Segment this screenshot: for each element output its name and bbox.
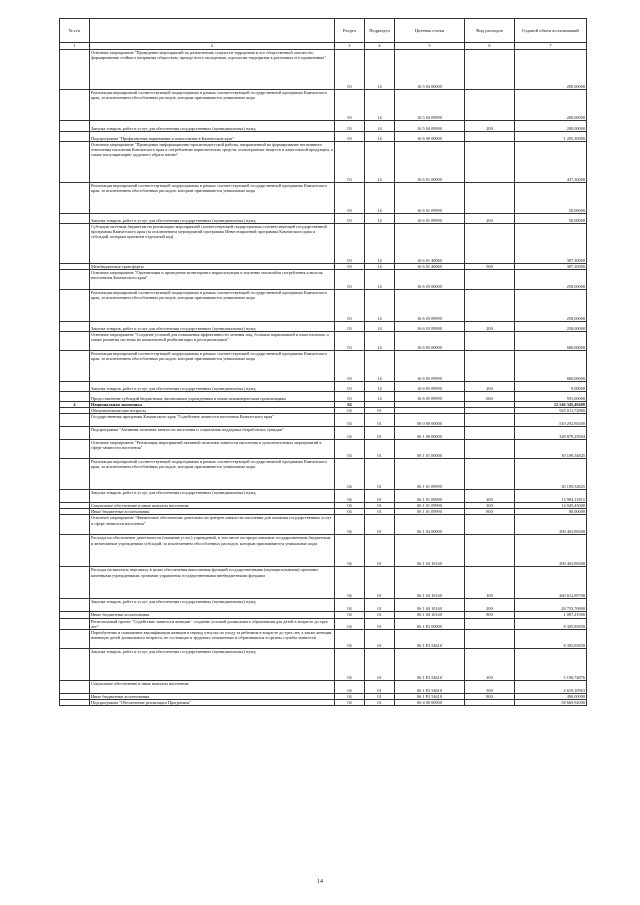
- row-expense-type: [465, 90, 515, 121]
- row-amount: 925 011,72860: [515, 408, 587, 414]
- row-podrazdel: 01: [365, 699, 395, 705]
- row-razdel: 04: [335, 648, 365, 680]
- row-podrazdel: 14: [365, 132, 395, 142]
- table-row: [60, 142, 587, 183]
- row-amount: 58 669,92000: [515, 699, 587, 705]
- row-number: [60, 214, 90, 224]
- row-article: 06 1 04 10140: [395, 567, 465, 599]
- row-amount: 258,00000: [515, 270, 587, 290]
- row-article: 16 6 01 09990: [395, 214, 465, 224]
- table-row: [60, 214, 587, 224]
- row-razdel: 04: [335, 629, 365, 648]
- row-razdel: 04: [335, 618, 365, 629]
- table-row: [60, 414, 587, 427]
- row-amount: 30 109,54825: [515, 459, 587, 490]
- col-header-expense-type: Вид расходов: [465, 19, 515, 43]
- row-number: [60, 50, 90, 90]
- row-expense-type: [465, 414, 515, 427]
- row-article: 16 6 05 09990: [395, 351, 465, 382]
- row-article: 16 6 01 09990: [395, 183, 465, 214]
- row-article: 06 1 P2 54610: [395, 693, 465, 699]
- row-podrazdel: 14: [365, 392, 395, 402]
- row-name: Межбюджетные трансферты: [90, 264, 335, 270]
- row-podrazdel: 01: [365, 440, 395, 459]
- row-razdel: 04: [335, 427, 365, 440]
- row-expense-type: [465, 290, 515, 322]
- row-article: 06 1 P2 54610: [395, 648, 465, 680]
- row-razdel: 03: [335, 264, 365, 270]
- table-row: [60, 392, 587, 402]
- table-row: [60, 270, 587, 290]
- row-razdel: 03: [335, 270, 365, 290]
- row-amount: 290 463,88400: [515, 515, 587, 535]
- row-name: Субсидии местным бюджетам на реализацию мероприятий соответствующей подпрограммы соответствующей государственной программы Камчатского края (за исключением мероприятий программы Инвестиционной программы Камчатского края и субсидий, которым присвоен отдельный код): [90, 224, 335, 264]
- table-row: [60, 535, 587, 567]
- row-podrazdel: 14: [365, 214, 395, 224]
- row-name: Социальное обеспечение и иные выплаты населению: [90, 680, 335, 693]
- table-row: [60, 351, 587, 382]
- col-header-number: № п/п: [60, 19, 90, 43]
- row-razdel: 03: [335, 332, 365, 351]
- row-amount: 200,00000: [515, 121, 587, 132]
- table-row: [60, 132, 587, 142]
- row-expense-type: [465, 629, 515, 648]
- col-header-volume: Годовой объем ассигнований: [515, 19, 587, 43]
- row-razdel: 04: [335, 402, 365, 408]
- row-name: Реализация мероприятий соответствующей подпрограммы в рамках соответствующей государственной программы Камчатского края, за исключением обособленных расходов, которым присваиваются уникальные коды: [90, 459, 335, 490]
- row-name: Закупка товаров, работ и услуг для обеспечения государственных (муниципальных) нужд: [90, 648, 335, 680]
- row-number: 4: [60, 402, 90, 408]
- row-podrazdel: 01: [365, 408, 395, 414]
- row-razdel: 03: [335, 121, 365, 132]
- row-podrazdel: 01: [365, 414, 395, 427]
- row-razdel: 03: [335, 214, 365, 224]
- row-podrazdel: 14: [365, 224, 395, 264]
- row-number: [60, 459, 90, 490]
- row-amount: 15 984,11815: [515, 490, 587, 503]
- row-razdel: 04: [335, 680, 365, 693]
- row-amount: 8 305,85839: [515, 618, 587, 629]
- table-row: [60, 490, 587, 503]
- row-amount: 14 045,43000: [515, 503, 587, 509]
- row-number: [60, 680, 90, 693]
- row-article: 16 6 00 00000: [395, 132, 465, 142]
- row-podrazdel: 01: [365, 618, 395, 629]
- row-name: Основное мероприятие "Финансовое обеспечение деятельности центров занятости населения для оказания государственных услуг в сфере занятости населения": [90, 515, 335, 535]
- row-amount: 258,00000: [515, 290, 587, 322]
- row-expense-type: [465, 142, 515, 183]
- row-expense-type: 200: [465, 322, 515, 332]
- col-number: 5: [395, 43, 465, 50]
- row-article: 06 1 01 09990: [395, 509, 465, 515]
- row-podrazdel: 01: [365, 648, 395, 680]
- row-expense-type: 200: [465, 648, 515, 680]
- row-number: [60, 599, 90, 612]
- row-number: [60, 535, 90, 567]
- row-name: Закупка товаров, работ и услуг для обеспечения государственных (муниципальных) нужд: [90, 599, 335, 612]
- row-podrazdel: 01: [365, 599, 395, 612]
- row-amount: 387,30000: [515, 264, 587, 270]
- row-expense-type: [465, 50, 515, 90]
- row-podrazdel: 01: [365, 503, 395, 509]
- row-article: 06 1 04 10140: [395, 535, 465, 567]
- row-podrazdel: 01: [365, 680, 395, 693]
- row-number: [60, 629, 90, 648]
- row-razdel: 03: [335, 183, 365, 214]
- row-podrazdel: 14: [365, 183, 395, 214]
- row-razdel: 04: [335, 535, 365, 567]
- row-name: Подпрограмма "Профилактика наркомании и алкоголизма в Камчатском крае": [90, 132, 335, 142]
- row-number: [60, 322, 90, 332]
- row-razdel: 03: [335, 351, 365, 382]
- table-row: [60, 440, 587, 459]
- col-header-name: [90, 19, 335, 43]
- row-name: Расходы на обеспечение деятельности (оказание услуг) учреждений, в том числе на предоставление государственным бюджетным и автономным учреждениям субсидий, за исключением обособленных расходов, которым присваиваются уникальные коды: [90, 535, 335, 567]
- row-number: [60, 392, 90, 402]
- row-podrazdel: 14: [365, 351, 395, 382]
- row-amount: 28 753,76800: [515, 599, 587, 612]
- row-number: [60, 699, 90, 705]
- table-row: [60, 618, 587, 629]
- row-name: Основное мероприятие "Проведение информационно-пропагандистской работы, направленной на формирование негативного отношения населения Камчатского края к потреблению наркотических средств, психотропных веществ и алкогольной продукции, а также популяризацию здорового образа жизни": [90, 142, 335, 183]
- row-article: 06 4 00 00000: [395, 699, 465, 705]
- row-article: 16 6 01 40060: [395, 264, 465, 270]
- row-number: [60, 427, 90, 440]
- page-number: 14: [317, 879, 323, 885]
- row-expense-type: 800: [465, 509, 515, 515]
- row-razdel: 04: [335, 414, 365, 427]
- row-podrazdel: 14: [365, 264, 395, 270]
- row-number: [60, 414, 90, 427]
- row-expense-type: [465, 515, 515, 535]
- row-amount: 1 097,21900: [515, 612, 587, 618]
- row-razdel: 03: [335, 142, 365, 183]
- row-amount: 591,00000: [515, 392, 587, 402]
- row-podrazdel: 01: [365, 693, 395, 699]
- row-name: Предоставление субсидий бюджетным, автономным учреждениям и иным некоммерческим организациям: [90, 392, 335, 402]
- row-amount: 80,00000: [515, 509, 587, 515]
- row-razdel: 03: [335, 224, 365, 264]
- row-podrazdel: 14: [365, 322, 395, 332]
- row-razdel: 04: [335, 490, 365, 503]
- row-razdel: 04: [335, 599, 365, 612]
- row-article: 16 6 05 09990: [395, 392, 465, 402]
- row-name: Иные бюджетные ассигнования: [90, 693, 335, 699]
- row-podrazdel: 14: [365, 90, 395, 121]
- row-razdel: 04: [335, 509, 365, 515]
- row-podrazdel: 01: [365, 427, 395, 440]
- row-expense-type: [465, 618, 515, 629]
- row-amount: 387,30000: [515, 224, 587, 264]
- table-row: [60, 382, 587, 392]
- row-article: 06 1 P2 54610: [395, 680, 465, 693]
- row-razdel: 04: [335, 612, 365, 618]
- row-expense-type: [465, 427, 515, 440]
- row-name: Переобучение и повышение квалификации женщин в период отпуска по уходу за ребенком в возрасте до трех лет, а также женщин, имеющих детей дошкольного возраста, не состоящих в трудовых отношениях и обратившихся в органы службы занятости: [90, 629, 335, 648]
- table-row: [60, 50, 587, 90]
- col-number: 2: [90, 43, 335, 50]
- row-podrazdel: 01: [365, 629, 395, 648]
- row-name: Закупка товаров, работ и услуг для обеспечения государственных (муниципальных) нужд: [90, 322, 335, 332]
- row-amount: 50,00000: [515, 214, 587, 224]
- row-expense-type: [465, 332, 515, 351]
- row-expense-type: 600: [465, 392, 515, 402]
- table-row: [60, 459, 587, 490]
- row-amount: 8 305,85839: [515, 629, 587, 648]
- row-name: Закупка товаров, работ и услуг для обеспечения государственных (муниципальных) нужд: [90, 214, 335, 224]
- row-number: [60, 90, 90, 121]
- row-article: 06 1 P2 54610: [395, 629, 465, 648]
- row-name: Реализация мероприятий соответствующей подпрограммы в рамках соответствующей государственной программы Камчатского края, за исключением обособленных расходов, которым присваиваются уникальные коды: [90, 90, 335, 121]
- row-amount: 30 109,54825: [515, 440, 587, 459]
- row-name: Региональный проект "Содействие занятости женщин - создание условий дошкольного образования для детей в возрасте до трех лет": [90, 618, 335, 629]
- row-number: [60, 490, 90, 503]
- row-name: Реализация мероприятий соответствующей подпрограммы в рамках соответствующей государственной программы Камчатского края, за исключением обособленных расходов, которым присваиваются уникальные коды: [90, 351, 335, 382]
- row-name: Общеэкономические вопросы: [90, 408, 335, 414]
- row-amount: 328 879,25004: [515, 427, 587, 440]
- table-row: [60, 332, 587, 351]
- table-row: [60, 699, 587, 705]
- row-article: 06 1 04 10140: [395, 612, 465, 618]
- row-razdel: 03: [335, 50, 365, 90]
- row-name: Основное мероприятие "Реализация мероприятий активной политики занятости населения и дополнительных мероприятий в сфере занятости населения": [90, 440, 335, 459]
- table-row: [60, 290, 587, 322]
- row-article: 06 1 01 09990: [395, 459, 465, 490]
- col-number: 3: [335, 43, 365, 50]
- row-name: Основное мероприятие "Проведение мероприятий по разъяснению сущности терроризма и его общественной опасности, формированию стойкого неприятия обществом, прежде всего молодежью, идеологии терроризма в различных его проявлениях": [90, 50, 335, 90]
- row-amount: 258,00000: [515, 322, 587, 332]
- row-amount: 12 546 345,49488: [515, 402, 587, 408]
- row-name: Социальное обеспечение и иные выплаты населению: [90, 503, 335, 509]
- row-name: Иные бюджетные ассигнования: [90, 509, 335, 515]
- table-row: [60, 648, 587, 680]
- row-amount: 510 292,94300: [515, 414, 587, 427]
- row-expense-type: 800: [465, 612, 515, 618]
- row-article: 06 1 P2 00000: [395, 618, 465, 629]
- col-number: 7: [515, 43, 587, 50]
- row-expense-type: [465, 183, 515, 214]
- row-razdel: 04: [335, 515, 365, 535]
- col-number: 6: [465, 43, 515, 50]
- row-number: [60, 515, 90, 535]
- row-podrazdel: 14: [365, 290, 395, 322]
- row-article: 16 5 04 00000: [395, 50, 465, 90]
- row-number: [60, 183, 90, 214]
- row-expense-type: 200: [465, 121, 515, 132]
- col-header-razdel: Раздел: [335, 19, 365, 43]
- table-row: [60, 121, 587, 132]
- row-podrazdel: 14: [365, 270, 395, 290]
- row-podrazdel: 14: [365, 142, 395, 183]
- row-amount: 437,30000: [515, 142, 587, 183]
- row-razdel: 03: [335, 132, 365, 142]
- row-expense-type: [465, 699, 515, 705]
- row-razdel: 04: [335, 459, 365, 490]
- table-header-row: [60, 19, 587, 43]
- row-amount: 5 196,74876: [515, 648, 587, 680]
- row-podrazdel: 14: [365, 382, 395, 392]
- budget-table: [59, 18, 587, 706]
- row-amount: 1 295,30000: [515, 132, 587, 142]
- col-number: 1: [60, 43, 90, 50]
- row-article: 16 6 05 00000: [395, 332, 465, 351]
- row-amount: 50,00000: [515, 183, 587, 214]
- row-amount: 600,00000: [515, 332, 587, 351]
- row-name: Закупка товаров, работ и услуг для обеспечения государственных (муниципальных) нужд: [90, 121, 335, 132]
- row-expense-type: 200: [465, 382, 515, 392]
- table-row: [60, 567, 587, 599]
- col-number: 4: [365, 43, 395, 50]
- row-number: [60, 142, 90, 183]
- row-amount: 200,00000: [515, 50, 587, 90]
- row-expense-type: 200: [465, 490, 515, 503]
- row-amount: 260 612,89700: [515, 567, 587, 599]
- column-number-row: [60, 43, 587, 50]
- row-number: [60, 121, 90, 132]
- table-row: [60, 680, 587, 693]
- row-article: 16 5 04 09990: [395, 121, 465, 132]
- row-article: 16 6 03 09990: [395, 290, 465, 322]
- row-number: [60, 270, 90, 290]
- row-podrazdel: 01: [365, 509, 395, 515]
- row-podrazdel: 01: [365, 490, 395, 503]
- row-article: 16 6 01 40060: [395, 224, 465, 264]
- col-header-podrazdel: Подраздел: [365, 19, 395, 43]
- row-name: Подпрограмма "Активная политика занятости населения и социальная поддержка безработных граждан": [90, 427, 335, 440]
- row-article: 06 1 00 00000: [395, 427, 465, 440]
- row-name: Основное мероприятие "Создание условий для повышения эффективности лечения лиц, больных наркоманией и алкоголизмом, а также развития системы их комплексной реабилитации и ресоциализации": [90, 332, 335, 351]
- row-razdel: 04: [335, 693, 365, 699]
- row-number: [60, 132, 90, 142]
- table-row: [60, 183, 587, 214]
- row-expense-type: 200: [465, 599, 515, 612]
- table-row: [60, 322, 587, 332]
- row-amount: 290 463,88400: [515, 535, 587, 567]
- row-amount: 200,00000: [515, 90, 587, 121]
- col-header-article: Целевая статья: [395, 19, 465, 43]
- row-podrazdel: 14: [365, 332, 395, 351]
- row-name: Иные бюджетные ассигнования: [90, 612, 335, 618]
- row-name: Основное мероприятие "Организация и проведение мониторинга наркоситуации и изучение масштабов потребления алкоголя населением Камчатского края": [90, 270, 335, 290]
- row-name: Расходы на выплаты персоналу в целях обеспечения выполнения функций государственными (муниципальными) органами, казенными учреждениями, органами управления государственными внебюджетными фондами: [90, 567, 335, 599]
- row-razdel: 04: [335, 503, 365, 509]
- row-amount: 2 619,10963: [515, 680, 587, 693]
- row-number: [60, 440, 90, 459]
- table-row: [60, 224, 587, 264]
- row-razdel: 04: [335, 567, 365, 599]
- row-article: 06 0 00 00000: [395, 414, 465, 427]
- row-article: 06 1 01 09990: [395, 490, 465, 503]
- row-article: 06 1 01 09990: [395, 503, 465, 509]
- row-razdel: 04: [335, 408, 365, 414]
- row-article: 16 6 03 00000: [395, 270, 465, 290]
- row-amount: 9,00000: [515, 382, 587, 392]
- row-name: Государственная программа Камчатского края "Содействие занятости населения Камчатского края": [90, 414, 335, 427]
- row-podrazdel: 01: [365, 515, 395, 535]
- row-name: Реализация мероприятий соответствующей подпрограммы в рамках соответствующей государственной программы Камчатского края, за исключением обособленных расходов, которым присваиваются уникальные коды: [90, 183, 335, 214]
- row-number: [60, 224, 90, 264]
- row-number: [60, 382, 90, 392]
- row-expense-type: [465, 351, 515, 382]
- row-podrazdel: 01: [365, 567, 395, 599]
- row-article: 16 6 03 09990: [395, 322, 465, 332]
- row-expense-type: 300: [465, 503, 515, 509]
- row-number: [60, 567, 90, 599]
- row-expense-type: 300: [465, 680, 515, 693]
- row-expense-type: [465, 459, 515, 490]
- row-name: Закупка товаров, работ и услуг для обеспечения государственных (муниципальных) нужд: [90, 382, 335, 392]
- row-podrazdel: 14: [365, 121, 395, 132]
- row-article: 06 1 04 10140: [395, 599, 465, 612]
- row-expense-type: [465, 132, 515, 142]
- row-number: [60, 618, 90, 629]
- row-article: 16 6 01 00000: [395, 142, 465, 183]
- row-number: [60, 290, 90, 322]
- row-expense-type: [465, 224, 515, 264]
- row-article: 16 5 04 09990: [395, 90, 465, 121]
- row-razdel: 03: [335, 90, 365, 121]
- row-number: [60, 351, 90, 382]
- row-expense-type: 100: [465, 567, 515, 599]
- row-number: [60, 648, 90, 680]
- row-expense-type: [465, 270, 515, 290]
- row-razdel: 04: [335, 440, 365, 459]
- row-podrazdel: 01: [365, 535, 395, 567]
- row-razdel: 03: [335, 322, 365, 332]
- row-razdel: 03: [335, 290, 365, 322]
- row-expense-type: 200: [465, 214, 515, 224]
- table-row: [60, 599, 587, 612]
- table-row: [60, 629, 587, 648]
- row-article: 16 6 05 09990: [395, 382, 465, 392]
- row-name: Подпрограмма "Обеспечение реализации Программы": [90, 699, 335, 705]
- table-row: [60, 515, 587, 535]
- row-podrazdel: 01: [365, 612, 395, 618]
- row-article: 06 1 01 00000: [395, 440, 465, 459]
- row-expense-type: 800: [465, 693, 515, 699]
- row-number: [60, 332, 90, 351]
- row-podrazdel: 01: [365, 459, 395, 490]
- row-razdel: 04: [335, 699, 365, 705]
- row-expense-type: [465, 440, 515, 459]
- row-name: Национальная экономика: [90, 402, 335, 408]
- row-razdel: 03: [335, 382, 365, 392]
- row-name: Закупка товаров, работ и услуг для обеспечения государственных (муниципальных) нужд: [90, 490, 335, 503]
- table-body: [60, 50, 587, 706]
- row-amount: 600,00000: [515, 351, 587, 382]
- table-row: [60, 90, 587, 121]
- row-amount: 490,00000: [515, 693, 587, 699]
- row-expense-type: 500: [465, 264, 515, 270]
- row-name: Реализация мероприятий соответствующей подпрограммы в рамках соответствующей государственной программы Камчатского края, за исключением обособленных расходов, которым присваиваются уникальные коды: [90, 290, 335, 322]
- row-razdel: 03: [335, 392, 365, 402]
- row-article: 06 1 04 00000: [395, 515, 465, 535]
- table-row: [60, 427, 587, 440]
- row-podrazdel: 14: [365, 50, 395, 90]
- row-expense-type: [465, 535, 515, 567]
